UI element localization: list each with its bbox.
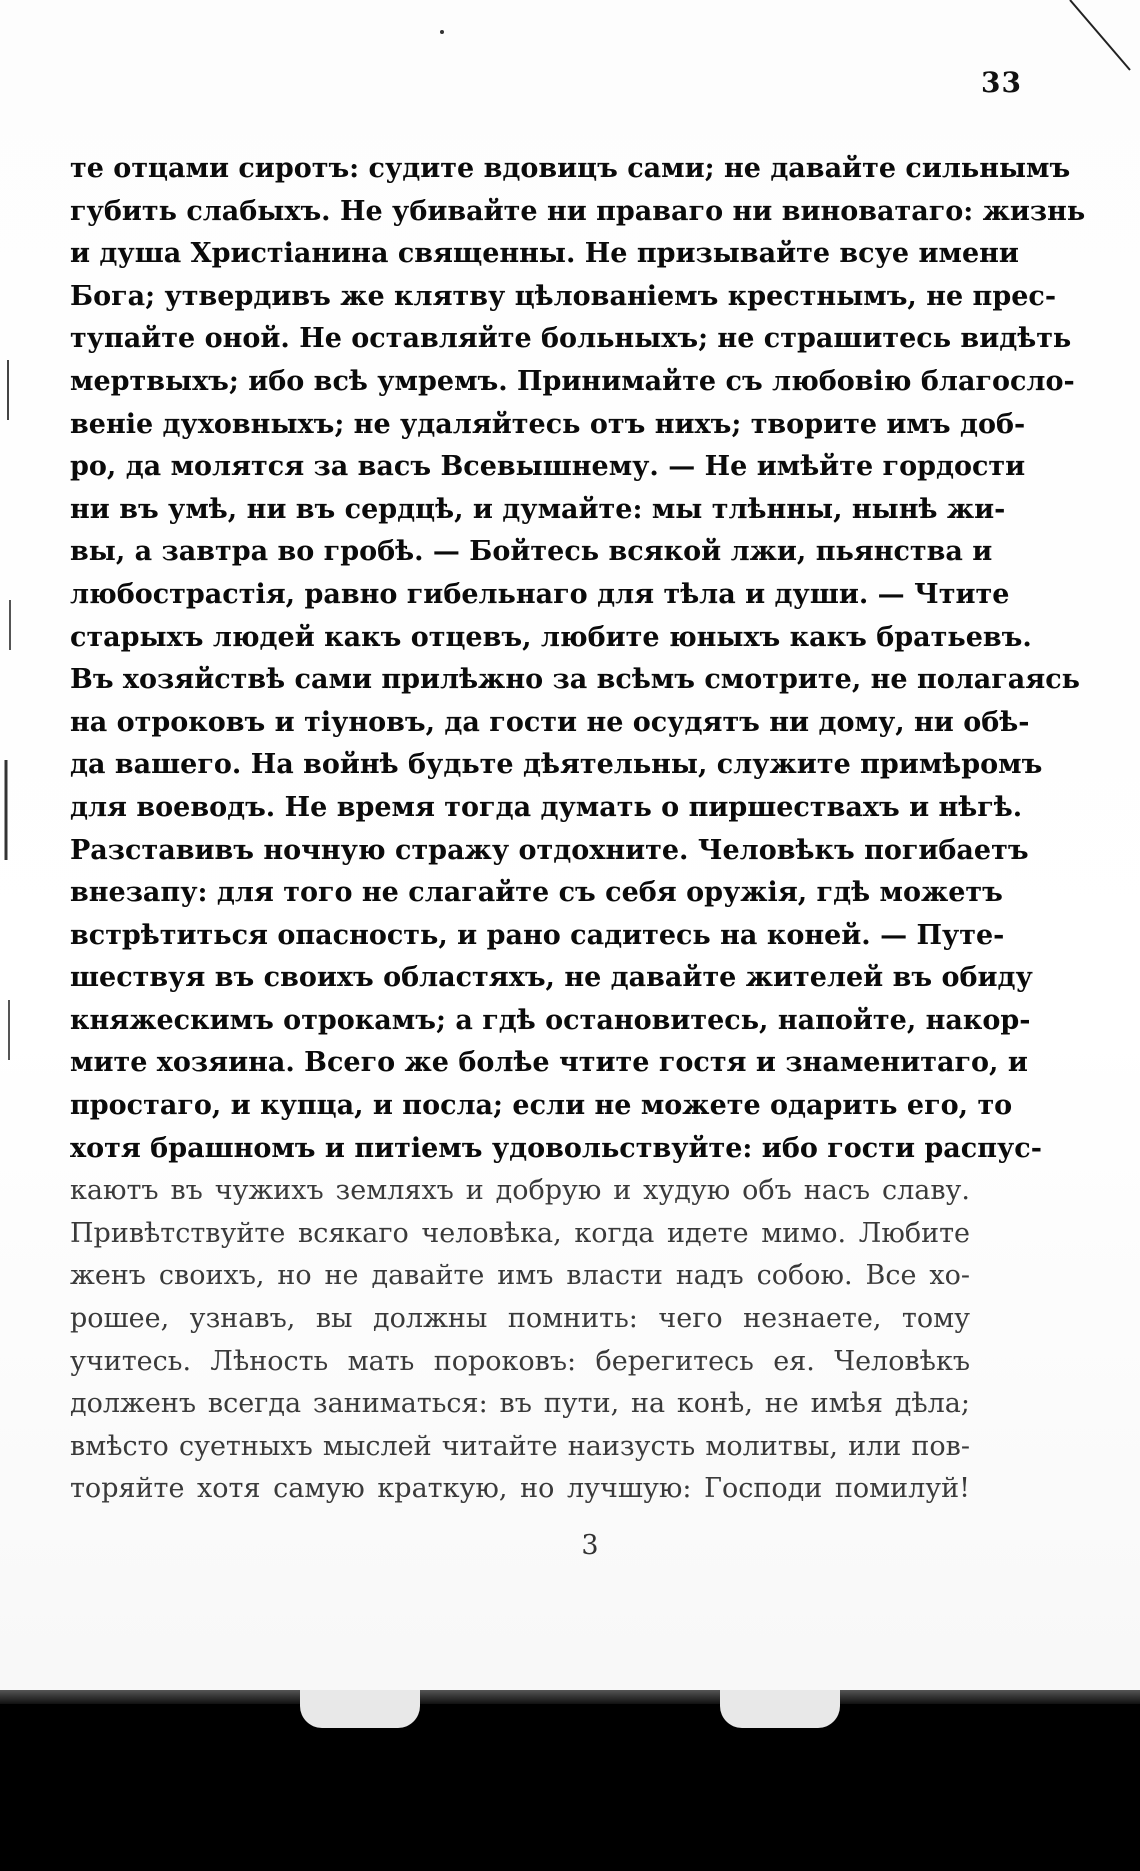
text-line: старыхъ людей какъ отцевъ, любите юныхъ какъ братьевъ. xyxy=(70,621,1032,653)
text-line: ро, да молятся за васъ Всевышнему. — Не имѣйте гордости xyxy=(70,451,1026,483)
text-line: мите хозяина. Всего же болѣе чтите гостя и знаменитаго, и xyxy=(70,1047,1028,1079)
text-line: рошее, узнавъ, вы должны помнить: чего незнаете, тому xyxy=(70,1303,970,1335)
text-line: Въ хозяйствѣ сами прилѣжно за всѣмъ смотрите, не полагаясь xyxy=(70,664,1081,696)
text-line: вмѣсто суетныхъ мыслей читайте наизусть молитвы, или пов- xyxy=(70,1430,970,1462)
page-bottom-edge xyxy=(0,1690,1140,1704)
scanner-clip-right xyxy=(720,1690,840,1728)
text-line: любострастія, равно гибельнаго для тѣла и души. — Чтите xyxy=(70,578,1010,610)
text-line: веніе духовныхъ; не удаляйтесь отъ нихъ; творите имъ доб- xyxy=(70,408,1026,440)
page-binding-edge xyxy=(0,0,28,1690)
text-line: тупайте оной. Не оставляйте больныхъ; не страшитесь видѣть xyxy=(70,323,1072,355)
text-line: внезапу: для того не слагайте съ себя оружія, гдѣ можетъ xyxy=(70,877,1003,909)
text-line: торяйте хотя самую краткую, но лучшую: Господи помилуй! xyxy=(70,1473,970,1505)
scan-corner-mark xyxy=(1070,0,1140,70)
text-line: Бога; утвердивъ же клятву цѣлованіемъ крестнымъ, не прес- xyxy=(70,280,1057,312)
text-line: долженъ всегда заниматься: въ пути, на конѣ, не имѣя дѣла; xyxy=(70,1388,970,1420)
text-line: каютъ въ чужихъ земляхъ и добрую и худую объ насъ славу. xyxy=(70,1175,970,1207)
text-line: на отроковъ и тіуновъ, да гости не осудятъ ни дому, ни обѣ- xyxy=(70,706,1030,738)
scanner-clip-left xyxy=(300,1690,420,1728)
text-line: и душа Христіанина священны. Не призывайте всуе имени xyxy=(70,238,1019,270)
text-line: шествуя въ своихъ областяхъ, не давайте жителей въ обиду xyxy=(70,962,1033,994)
text-line: Привѣтствуйте всякаго человѣка, когда идете мимо. Любите xyxy=(70,1217,970,1249)
text-line: простаго, и купца, и посла; если не можете одарить его, то xyxy=(70,1090,1013,1122)
text-line: те отцами сиротъ: судите вдовицъ сами; не давайте сильнымъ xyxy=(70,153,1071,184)
page-number: 33 xyxy=(981,66,1022,99)
text-line: вы, а завтра во гробѣ. — Бойтесь всякой лжи, пьянства и xyxy=(70,536,993,568)
text-line: женъ своихъ, но не давайте имъ власти надъ собою. Все хо- xyxy=(70,1260,970,1292)
text-line: встрѣтиться опасность, и рано садитесь на коней. — Путе- xyxy=(70,919,1005,951)
text-line: ни въ умѣ, ни въ сердцѣ, и думайте: мы тлѣнны, нынѣ жи- xyxy=(70,493,1006,525)
text-line: губить слабыхъ. Не убивайте ни праваго ни виноватаго: жизнь xyxy=(70,195,1086,227)
text-line: княжескимъ отрокамъ; а гдѣ остановитесь, напойте, накор- xyxy=(70,1004,1031,1036)
text-line: да вашего. На войнѣ будьте дѣятельны, служите примѣромъ xyxy=(70,749,1043,781)
text-line: мертвыхъ; ибо всѣ умремъ. Принимайте съ любовію благосло- xyxy=(70,365,1075,397)
text-line: Разставивъ ночную стражу отдохните. Человѣкъ погибаетъ xyxy=(70,834,1029,866)
signature-mark xyxy=(0,1530,1140,1561)
scanner-background xyxy=(0,1690,1140,1871)
ink-speck xyxy=(440,30,444,34)
signature-number: 3 xyxy=(581,1530,599,1561)
text-line: хотя брашномъ и питіемъ удовольствуйте: ибо гости распус- xyxy=(70,1132,1042,1164)
text-line: для воеводъ. Не время тогда думать о пиршествахъ и нѣгѣ. xyxy=(70,791,1023,823)
body-text xyxy=(70,148,1086,1511)
text-line: учитесь. Лѣность мать пороковъ: берегитесь ея. Человѣкъ xyxy=(70,1345,970,1377)
